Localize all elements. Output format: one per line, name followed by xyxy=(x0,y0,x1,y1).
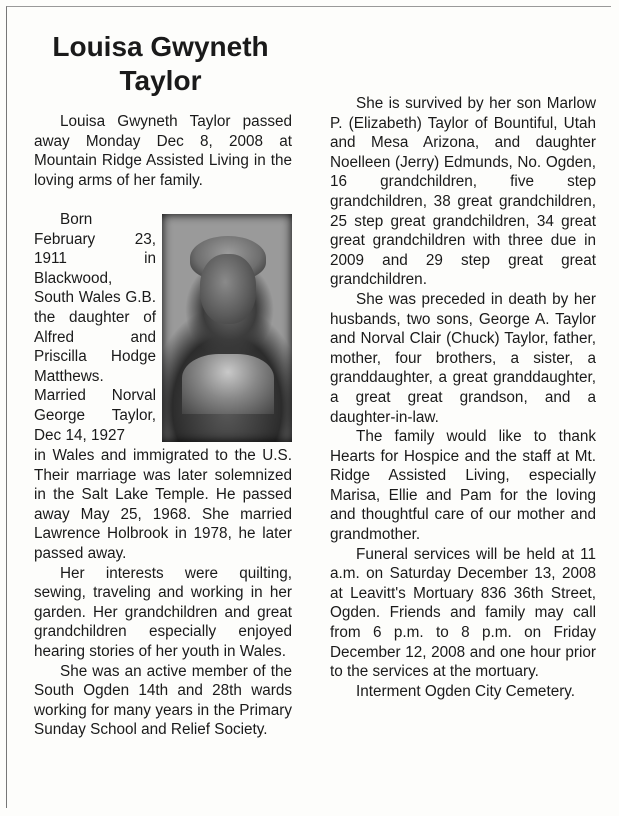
obituary-title: Louisa Gwyneth Taylor xyxy=(52,31,269,96)
paragraph-thanks: The family would like to thank Hearts for Hospice and the staff at Mt. Ridge Assisted Living, especially Marisa, Ellie and Pam for the loving and thoughtful care of our mother and grandmother. xyxy=(330,428,596,544)
paragraph-preceded: She was preceded in death by her husbands, two sons, George A. Taylor and Norval Clair (Chuck) Taylor, father, mother, four brothers, a sister, a granddaughter, a great granddaughter, a great great grandson, and a daughter-in-law. xyxy=(330,290,596,426)
paragraph-church: She was an active member of the South Ogden 14th and 28th wards working for many years in the Primary Sunday School and Relief Society. xyxy=(34,662,292,739)
left-column-continued xyxy=(34,446,292,740)
paragraph-birth-continued: in Wales and immigrated to the U.S. Their marriage was later solemnized in the Salt Lake Temple. He passed away May 25, 1968. She married Lawrence Holbrook in 1978, he later passed away. xyxy=(34,447,292,562)
paragraph-survivors: She is survived by her son Marlow P. (Elizabeth) Taylor of Bountiful, Utah and Mesa Arizona, and daughter Noelleen (Jerry) Edmunds, No. Ogden, 16 grandchildren, five step grandchildren, 38 great grandchildren, 25 step great grandchildren, 34 great great grandchildren with three due in 2009 and 29 step great great grandchildren. xyxy=(330,95,596,289)
paragraph-passing: Louisa Gwyneth Taylor passed away Monday Dec 8, 2008 at Mountain Ridge Assisted Living in the loving arms of her family. xyxy=(34,113,292,189)
paragraph-interests: Her interests were quilting, sewing, traveling and working in her garden. Her grandchildren and great grandchildren especially enjoyed hearing stories of her youth in Wales. xyxy=(34,564,292,660)
paragraph-interment: Interment Ogden City Cemetery. xyxy=(356,682,576,700)
paragraph-birth: Born February 23, 1911 in Blackwood, South Wales G.B. the daughter of Alfred and Priscilla Hodge Matthews. Married Norval George Taylor, Dec 14, 1927 xyxy=(34,211,156,444)
portrait-face xyxy=(200,254,256,324)
right-column xyxy=(330,94,596,701)
portrait-collar xyxy=(182,354,274,414)
left-column-beside-photo xyxy=(34,210,156,445)
left-column-intro xyxy=(34,112,292,190)
paragraph-funeral: Funeral services will be held at 11 a.m. on Saturday December 13, 2008 at Leavitt's Mortuary 836 36th Street, Ogden. Friends and family may call from 6 p.m. to 8 p.m. on Friday December 12, 2008 and one hour prior to the services at the mortuary. xyxy=(330,545,596,681)
portrait-photo xyxy=(162,214,292,442)
